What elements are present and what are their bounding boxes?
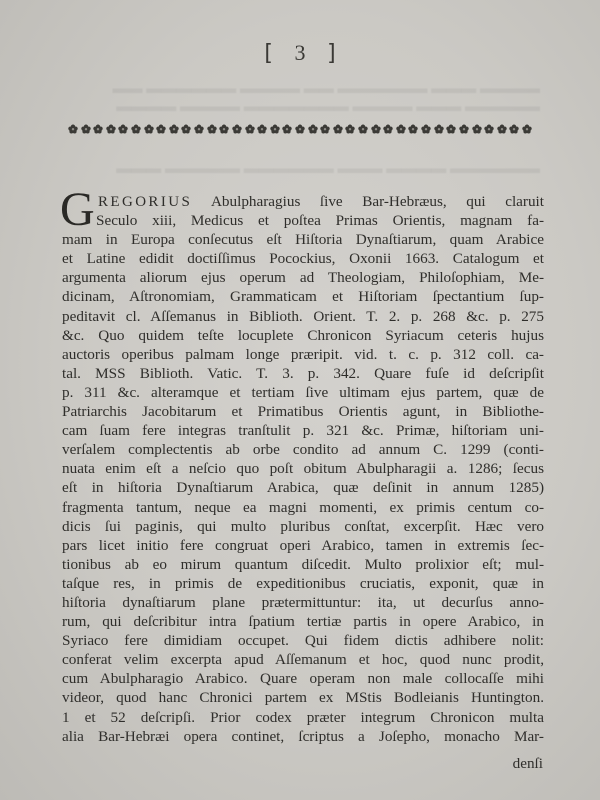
fleuron-icon bbox=[144, 124, 154, 134]
text-line: verſalem complectentis ab orbe condito ad annum C. 1299 (conti- bbox=[62, 441, 544, 459]
fleuron-icon bbox=[106, 124, 116, 134]
fleuron-icon bbox=[497, 124, 507, 134]
body-paragraph bbox=[60, 183, 544, 746]
opening-smallcaps: REGORIUS bbox=[98, 194, 193, 210]
page-number-value: 3 bbox=[294, 40, 306, 65]
fleuron-icon bbox=[219, 124, 229, 134]
fleuron-icon bbox=[282, 124, 292, 134]
bracket-close: ] bbox=[325, 41, 339, 66]
text-line: tal. MSS Biblioth. Vatic. T. 3. p. 342. Quare fuſe id deſcripſit bbox=[62, 364, 544, 382]
fleuron-icon bbox=[93, 124, 103, 134]
catchword: denſi bbox=[512, 755, 543, 772]
fleuron-icon bbox=[333, 124, 343, 134]
fleuron-icon bbox=[308, 124, 318, 134]
bracket-open: [ bbox=[261, 41, 275, 66]
text-line: taſque res, in primis de expeditionibus cruciatis, exponit, quæ in bbox=[62, 574, 544, 592]
text-line: fragmenta tantum, neque ea magni momenti, ex primis centum co- bbox=[62, 498, 544, 516]
text-line: Seculo xiii, Medicus et poſtea Primas Orientis, magnam fa- bbox=[96, 212, 544, 230]
text-line: videor, quod hanc Chronici partem ex MStis Bodleianis Huntington. bbox=[62, 689, 544, 707]
fleuron-icon bbox=[434, 124, 444, 134]
drop-cap: G bbox=[60, 183, 95, 236]
fleuron-icon bbox=[118, 124, 128, 134]
fleuron-icon bbox=[459, 124, 469, 134]
fleuron-icon bbox=[421, 124, 431, 134]
text-line: argumenta aliorum ejus operum ad Theologiam, Philoſophiam, Me- bbox=[62, 269, 544, 287]
text-line: &c. Quo quidem teſte locuplete Chronicon Syriacum ceteris hujus bbox=[62, 326, 544, 344]
text-line: alia Bar-Hebræi opera continet, ſcriptus a Joſepho, monacho Mar- bbox=[62, 727, 544, 745]
show-through-text: ▬▬▬▬ ▬▬▬ ▬▬▬▬▬▬ ▬▬ ▬▬▬▬ ▬▬▬▬▬▬ ▬▬ bbox=[112, 81, 540, 97]
text-line: nuata enim eſt a neſcio quo poſt obitum Abulpharagii a. 1286; ſecus bbox=[62, 460, 544, 478]
fleuron-ornament-row bbox=[68, 122, 532, 136]
fleuron-icon bbox=[232, 124, 242, 134]
show-through-text: ▬▬▬▬▬▬ ▬▬▬▬ ▬▬▬ ▬▬▬▬▬▬ ▬▬▬▬▬ ▬▬▬ bbox=[116, 161, 540, 177]
fleuron-icon bbox=[345, 124, 355, 134]
text-line: mam in Europa conſecutus eſt Hiſtoria Dynaſtiarum, quam Arabice bbox=[62, 231, 544, 249]
fleuron-icon bbox=[81, 124, 91, 134]
text-line: Syriaco fere dimidiam occupet. Qui fidem dictis adhibere nolit: bbox=[62, 632, 544, 650]
text-line: p. 311 &c. alteramque et tertiam ſive ultimam ejus partem, quæ de bbox=[62, 383, 544, 401]
fleuron-icon bbox=[522, 124, 532, 134]
fleuron-icon bbox=[396, 124, 406, 134]
fleuron-icon bbox=[446, 124, 456, 134]
text-line: auctoris operibus palmam longe præripit. vid. t. c. p. 312 coll. ca- bbox=[62, 345, 544, 363]
text-line: cam ſuam fere integras tranſtulit p. 321 &c. Primæ, hiſtoriam uni- bbox=[62, 422, 544, 440]
text-line: rum, qui deſcribitur intra ſpatium tertiæ partis in opere Arabico, in bbox=[62, 613, 544, 631]
text-line: REGORIUS Abulpharagius ſive Bar-Hebræus, qui claruit bbox=[98, 193, 544, 210]
fleuron-icon bbox=[484, 124, 494, 134]
text-line: dicis ſui paginis, qui multo pluribus conſtat, excerpſit. Hæc vero bbox=[62, 517, 544, 535]
text-line: peditavit cl. Aſſemanus in Biblioth. Orient. T. 2. p. 268 &c. p. 275 bbox=[62, 307, 544, 325]
fleuron-icon bbox=[156, 124, 166, 134]
show-through-text: ▬▬▬▬▬ ▬▬▬ ▬▬▬▬ ▬▬▬▬▬▬▬ ▬▬▬▬ ▬▬▬▬ bbox=[116, 99, 540, 115]
fleuron-icon bbox=[320, 124, 330, 134]
text-line: 1 et 52 deſcripſi. Prior codex præter integrum Chronicon multa bbox=[62, 708, 544, 726]
fleuron-icon bbox=[194, 124, 204, 134]
text-line: tionibus ab eo mirum quantum diſcedit. Multo prolixior eſt; mul- bbox=[62, 555, 544, 573]
fleuron-icon bbox=[509, 124, 519, 134]
text-line: dicinam, Aſtronomiam, Grammaticam et Hiſtoriam ſpectantium ſup- bbox=[62, 288, 544, 306]
fleuron-icon bbox=[207, 124, 217, 134]
page-number bbox=[0, 40, 600, 66]
text-line: conferat velim excerpta apud Aſſemanum et hoc, quod nunc prodit, bbox=[62, 651, 544, 669]
text-line: Patriarchis Jacobitarum et Primatibus Orientis agunt, in Bibliothe- bbox=[62, 403, 544, 421]
fleuron-icon bbox=[295, 124, 305, 134]
text-line: eſt in hiſtoria Dynaſtiarum Arabica, quæ deſinit in annum 1285) bbox=[62, 479, 544, 497]
fleuron-icon bbox=[383, 124, 393, 134]
fleuron-icon bbox=[169, 124, 179, 134]
text-line: cum Abulpharagio Arabico. Quare operam non male collocaſſe mihi bbox=[62, 670, 544, 688]
fleuron-icon bbox=[371, 124, 381, 134]
text-line: pars licet initio fere congruat operi Arabico, tamen in extremis ſec- bbox=[62, 536, 544, 554]
fleuron-icon bbox=[245, 124, 255, 134]
fleuron-icon bbox=[257, 124, 267, 134]
text-line: et Latine edidit doctiſſimus Pocockius, Oxonii 1663. Catalogum et bbox=[62, 250, 544, 268]
fleuron-icon bbox=[358, 124, 368, 134]
fleuron-icon bbox=[131, 124, 141, 134]
fleuron-icon bbox=[181, 124, 191, 134]
text-line: hiſtoria dynaſtiarum plane prætermittuntur: ita, ut decurſus anno- bbox=[62, 593, 544, 611]
fleuron-icon bbox=[68, 124, 78, 134]
fleuron-icon bbox=[408, 124, 418, 134]
fleuron-icon bbox=[472, 124, 482, 134]
fleuron-icon bbox=[270, 124, 280, 134]
